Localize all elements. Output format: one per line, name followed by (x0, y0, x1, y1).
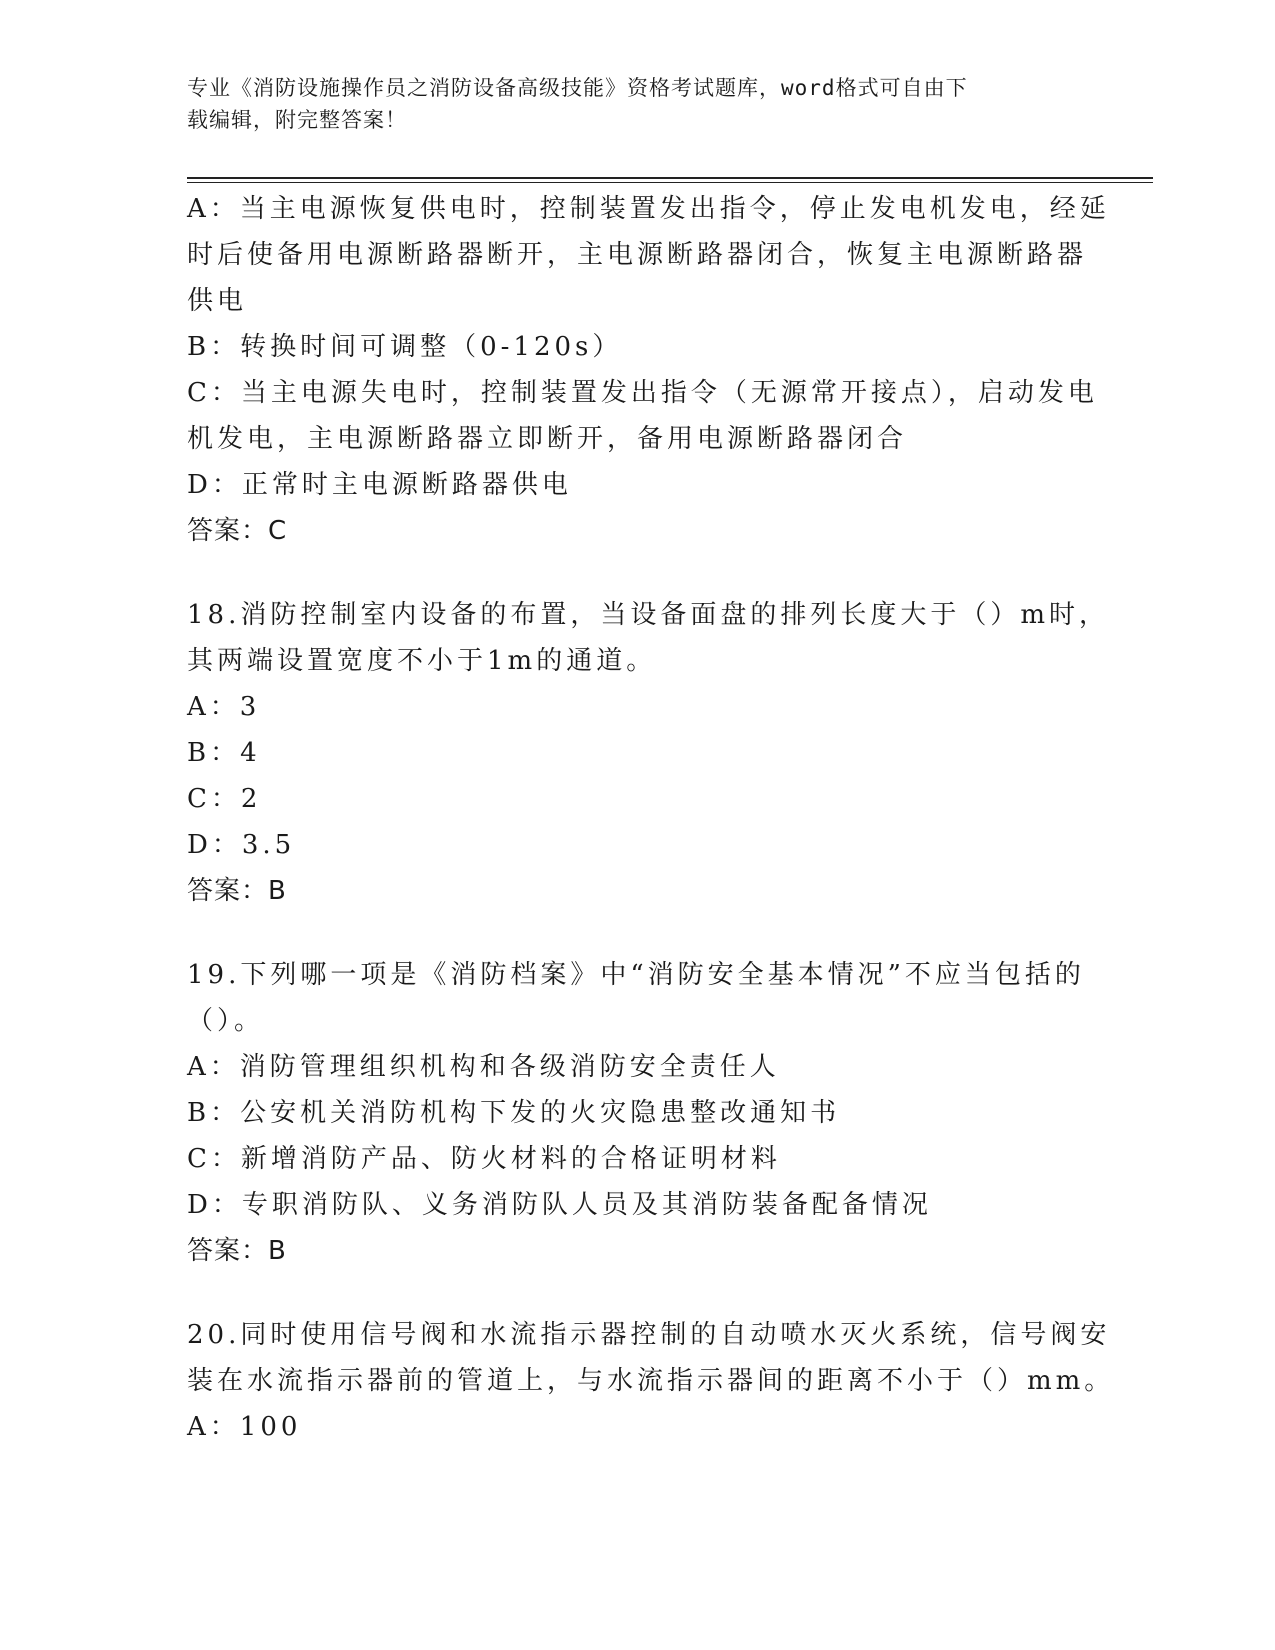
option-b: B：公安机关消防机构下发的火灾隐患整改通知书 (187, 1098, 841, 1128)
option-a-line-2: 时后使备用电源断路器断开，主电源断路器闭合，恢复主电源断路器 (187, 240, 1088, 270)
option-d: D：专职消防队、义务消防队人员及其消防装备配备情况 (187, 1190, 932, 1220)
answer: 答案：B (187, 876, 287, 906)
question-spacer (187, 1274, 1087, 1312)
question-18 (187, 592, 1110, 914)
document-header (187, 72, 1087, 136)
option-a: A：100 (187, 1412, 302, 1442)
option-a: A：消防管理组织机构和各级消防安全责任人 (187, 1052, 780, 1082)
question-stem (187, 952, 1087, 1044)
question-stem-line-1: 19.下列哪一项是《消防档案》中“消防安全基本情况”不应当包括的 (187, 960, 1085, 990)
option-b: B：转换时间可调整（0-120s） (187, 332, 623, 362)
question-stem-line-2: 其两端设置宽度不小于1m的通道。 (187, 646, 657, 676)
header-line-2: 载编辑，附完整答案！ (187, 108, 407, 132)
option-d: D：正常时主电源断路器供电 (187, 470, 572, 500)
question-stem (187, 1312, 1115, 1404)
option-a-line-3: 供电 (187, 286, 248, 316)
question-spacer (187, 914, 1087, 952)
question-17 (187, 186, 1110, 554)
option-c (187, 370, 1098, 462)
question-stem (187, 592, 1110, 684)
question-19 (187, 952, 1087, 1274)
header-divider-thin (187, 182, 1153, 183)
header-line-1: 专业《消防设施操作员之消防设备高级技能》资格考试题库，word格式可自由下 (187, 76, 968, 100)
question-20 (187, 1312, 1115, 1450)
question-spacer (187, 554, 1087, 592)
option-a: A：3 (187, 692, 261, 722)
option-c: C：2 (187, 784, 262, 814)
option-c-line-2: 机发电，主电源断路器立即断开，备用电源断路器闭合 (187, 424, 908, 454)
option-c: C：新增消防产品、防火材料的合格证明材料 (187, 1144, 781, 1174)
question-stem-line-1: 18.消防控制室内设备的布置，当设备面盘的排列长度大于（）m时， (187, 600, 1110, 630)
question-list (187, 186, 1115, 1450)
header-divider-thick (187, 177, 1153, 179)
question-stem-line-2: 装在水流指示器前的管道上，与水流指示器间的距离不小于（）mm。 (187, 1366, 1115, 1396)
option-b: B：4 (187, 738, 261, 768)
option-a-line-1: A：当主电源恢复供电时，控制装置发出指令，停止发电机发电，经延 (187, 194, 1110, 224)
option-c-line-1: C：当主电源失电时，控制装置发出指令（无源常开接点），启动发电 (187, 378, 1098, 408)
option-d: D：3.5 (187, 830, 296, 860)
option-a (187, 186, 1110, 324)
question-stem-line-2: （）。 (187, 1006, 265, 1036)
answer: 答案：C (187, 516, 288, 546)
answer: 答案：B (187, 1236, 287, 1266)
question-stem-line-1: 20.同时使用信号阀和水流指示器控制的自动喷水灭火系统，信号阀安 (187, 1320, 1111, 1350)
